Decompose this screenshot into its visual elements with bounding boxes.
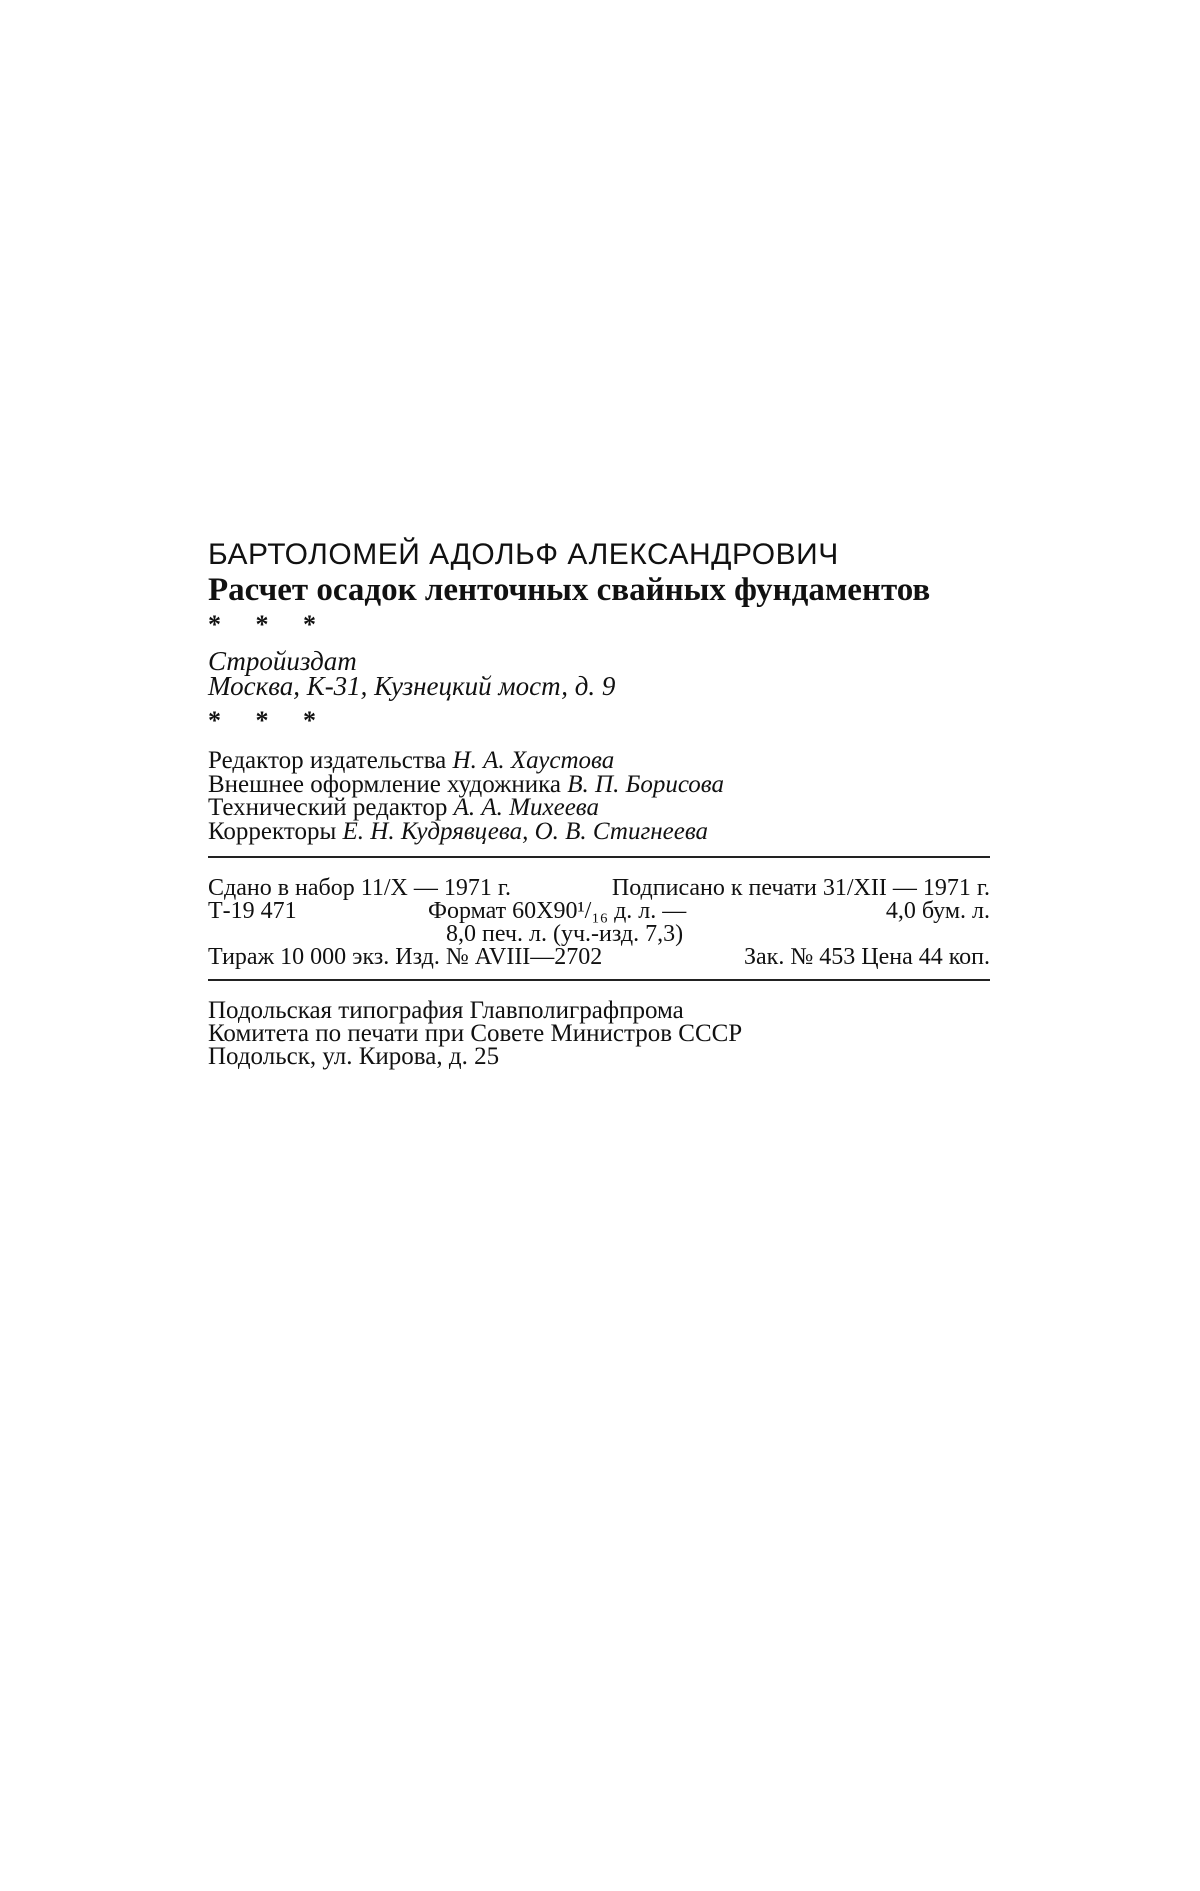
credit-person: В. П. Борисова [567, 771, 724, 798]
printer-line: Комитета по печати при Совете Министров СССР [208, 1020, 743, 1047]
divider-rule [208, 856, 990, 858]
credit-line [208, 795, 599, 820]
print-dates-line [208, 876, 990, 900]
credit-person: Е. Н. Кудрявцева, О. В. Стигнеева [342, 818, 709, 845]
book-title: Расчет осадок ленточных свайных фундаментов [208, 572, 931, 608]
author-name: БАРТОЛОМЕЙ АДОЛЬФ АЛЕКСАНДРОВИЧ [208, 538, 839, 571]
order-price: Зак. № 453 Цена 44 коп. [744, 944, 990, 970]
divider-rule [208, 979, 990, 981]
printer-line: Подольск, ул. Кирова, д. 25 [208, 1043, 500, 1070]
print-run: Тираж 10 000 экз. Изд. № AVIII—2702 [208, 944, 603, 970]
credit-person: Н. А. Хаустова [452, 747, 615, 774]
credit-person: А. А. Михеева [453, 794, 599, 821]
credit-line [208, 748, 614, 773]
printer-line: Подольская типография Главполиграфпрома [208, 997, 684, 1024]
credit-role: Редактор издательства [208, 747, 447, 774]
paper-sheets: 4,0 бум. л. [885, 898, 990, 924]
publisher-address: Москва, К-31, Кузнецкий мост, д. 9 [208, 671, 616, 701]
signed-date: Подписано к печати 31/XII — 1971 г. [611, 875, 990, 901]
credit-role: Корректоры [208, 818, 337, 845]
credit-role: Технический редактор [208, 794, 448, 821]
print-sheets-line: 8,0 печ. л. (уч.-изд. 7,3) [446, 921, 684, 947]
publisher-name: Стройиздат [208, 646, 357, 676]
separator-stars: * * * [208, 706, 330, 735]
separator-stars: * * * [208, 610, 330, 639]
censor-code: Т-19 471 [208, 898, 297, 924]
typeset-date: Сдано в набор 11/X — 1971 г. [208, 875, 511, 901]
credit-role: Внешнее оформление художника [208, 771, 562, 798]
credit-line [208, 819, 708, 844]
paper-format: Формат 60X90¹/₁₆ д. л. — [428, 898, 687, 924]
print-run-line [208, 945, 990, 969]
